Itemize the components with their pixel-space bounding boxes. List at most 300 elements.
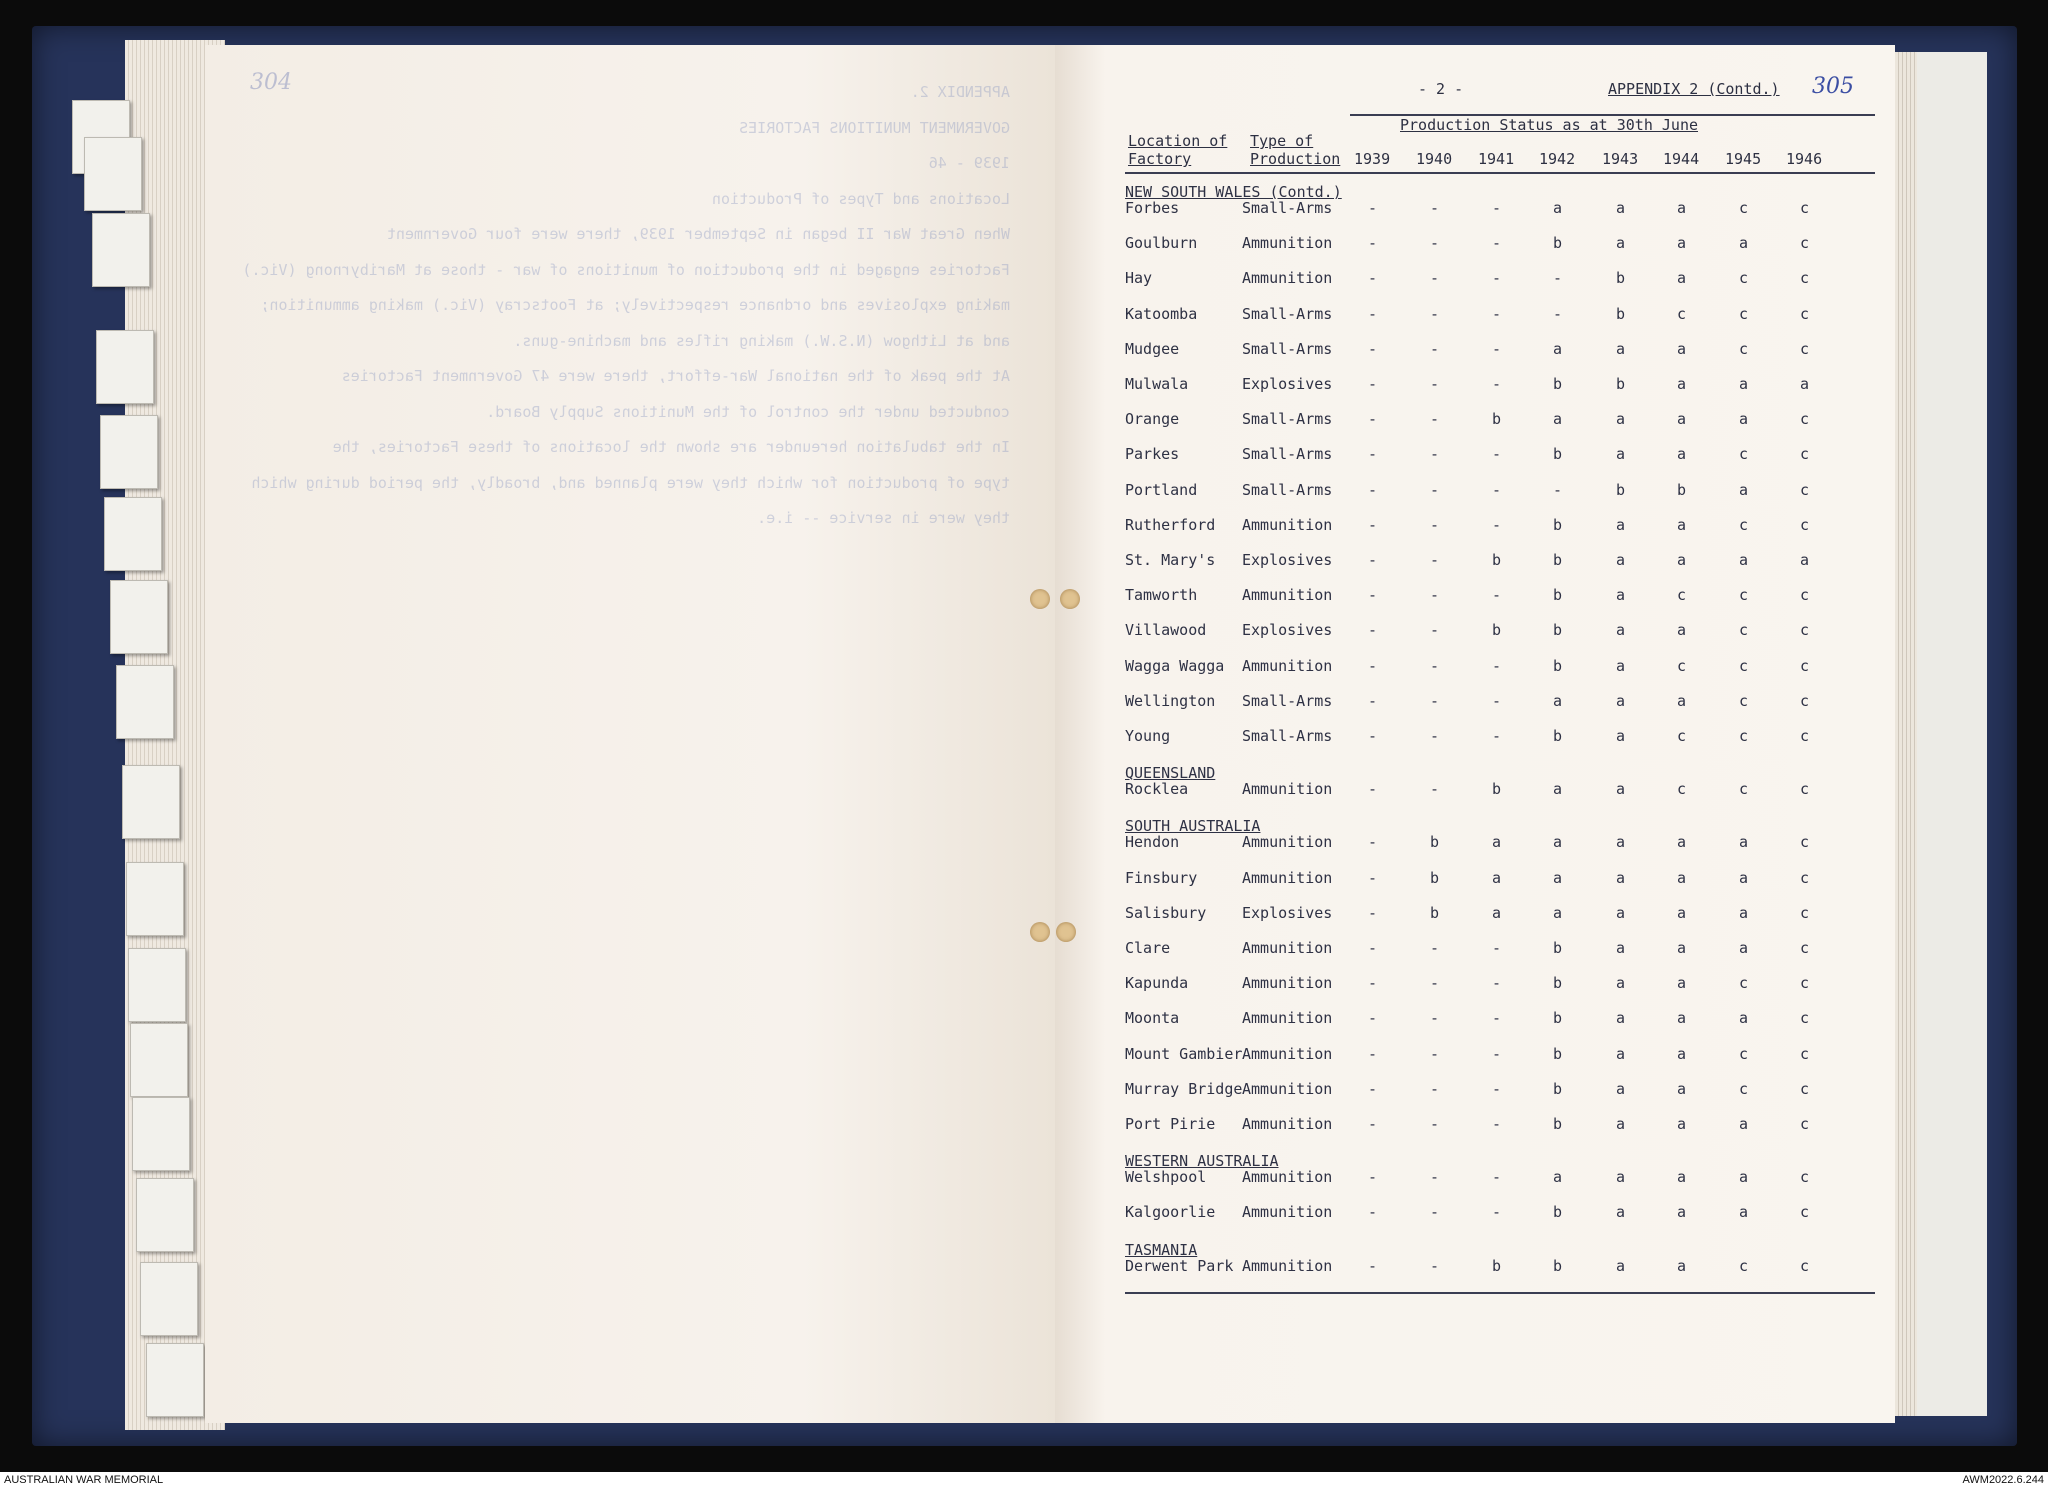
table-row bbox=[1125, 904, 1845, 934]
production-type: Small-Arms bbox=[1242, 410, 1333, 429]
status-cell: c bbox=[1800, 234, 1810, 253]
status-cell: b bbox=[1430, 833, 1440, 852]
status-cell: c bbox=[1800, 304, 1810, 323]
status-cell: - bbox=[1368, 1115, 1378, 1133]
status-cell: b bbox=[1553, 974, 1563, 993]
status-cell: a bbox=[1553, 833, 1563, 852]
status-cell: - bbox=[1368, 1044, 1378, 1063]
binding-hole bbox=[1030, 589, 1050, 609]
index-tab bbox=[130, 1023, 188, 1097]
status-cell: - bbox=[1492, 199, 1502, 217]
status-cell: - bbox=[1430, 974, 1440, 993]
status-cell: a bbox=[1677, 269, 1687, 288]
table-row bbox=[1125, 199, 1845, 229]
status-cell: - bbox=[1368, 974, 1378, 993]
status-cell: b bbox=[1553, 621, 1563, 640]
production-type: Ammunition bbox=[1242, 1115, 1333, 1133]
appendix-label: APPENDIX 2 (Contd.) bbox=[1608, 80, 1780, 98]
status-cell: c bbox=[1800, 586, 1810, 605]
status-cell: - bbox=[1553, 480, 1563, 499]
binding-hole bbox=[1060, 589, 1080, 609]
status-cell: b bbox=[1553, 551, 1563, 569]
status-cell: - bbox=[1368, 1079, 1378, 1098]
status-cell: c bbox=[1677, 727, 1687, 745]
status-cell: c bbox=[1800, 1044, 1810, 1063]
year-header: 1940 bbox=[1416, 150, 1453, 168]
production-type: Ammunition bbox=[1242, 1044, 1333, 1063]
factory-location: St. Mary's bbox=[1125, 551, 1216, 569]
status-cell: - bbox=[1492, 1079, 1502, 1098]
status-cell: - bbox=[1492, 1203, 1502, 1222]
production-type: Ammunition bbox=[1242, 269, 1333, 288]
status-cell: - bbox=[1368, 234, 1378, 253]
table-row bbox=[1125, 974, 1845, 1004]
factory-location: Port Pirie bbox=[1125, 1115, 1216, 1133]
table-row bbox=[1125, 340, 1845, 370]
status-cell: a bbox=[1616, 1009, 1626, 1028]
status-cell: c bbox=[1800, 339, 1810, 358]
factory-location: Rutherford bbox=[1125, 515, 1216, 534]
status-cell: - bbox=[1492, 234, 1502, 253]
status-cell: c bbox=[1800, 1079, 1810, 1098]
table-row bbox=[1125, 657, 1845, 687]
status-cell: - bbox=[1368, 199, 1378, 217]
status-cell: a bbox=[1616, 691, 1626, 710]
region-heading: WESTERN AUSTRALIA bbox=[1125, 1152, 1279, 1171]
factory-location: Portland bbox=[1125, 480, 1198, 499]
status-cell: a bbox=[1553, 780, 1563, 799]
table-row bbox=[1125, 586, 1845, 616]
factory-location: Parkes bbox=[1125, 445, 1180, 464]
status-cell: b bbox=[1553, 1044, 1563, 1063]
region-heading: SOUTH AUSTRALIA bbox=[1125, 817, 1261, 836]
binding-hole bbox=[1056, 922, 1076, 942]
flyleaf bbox=[1917, 52, 1987, 1416]
showthrough-line: they were in service -- i.e. bbox=[757, 509, 1010, 527]
status-cell: a bbox=[1616, 868, 1626, 887]
status-cell: - bbox=[1430, 586, 1440, 605]
status-cell: - bbox=[1492, 939, 1502, 957]
status-cell: - bbox=[1430, 656, 1440, 675]
index-tab bbox=[84, 137, 142, 211]
status-cell: c bbox=[1800, 656, 1810, 675]
factory-location: Salisbury bbox=[1125, 903, 1207, 922]
status-cell: a bbox=[1739, 1203, 1749, 1222]
status-cell: c bbox=[1800, 1115, 1810, 1133]
index-tab bbox=[110, 580, 168, 654]
status-cell: a bbox=[1616, 780, 1626, 799]
showthrough-line: Locations and Types of Production bbox=[711, 189, 1010, 208]
status-cell: b bbox=[1553, 234, 1563, 253]
status-cell: c bbox=[1739, 199, 1749, 217]
status-cell: a bbox=[1553, 1168, 1563, 1187]
factory-location: Wagga Wagga bbox=[1125, 656, 1225, 675]
production-type: Ammunition bbox=[1242, 974, 1333, 993]
status-cell: c bbox=[1800, 1256, 1810, 1275]
status-cell: a bbox=[1553, 691, 1563, 710]
region-heading: QUEENSLAND bbox=[1125, 764, 1216, 783]
status-cell: a bbox=[1616, 1256, 1626, 1275]
status-cell: a bbox=[1492, 868, 1502, 887]
table-row bbox=[1125, 516, 1845, 546]
status-cell: - bbox=[1492, 515, 1502, 534]
status-cell: - bbox=[1430, 691, 1440, 710]
status-cell: b bbox=[1492, 780, 1502, 799]
status-heading: Production Status as at 30th June bbox=[1400, 116, 1699, 134]
status-cell: - bbox=[1430, 269, 1440, 288]
factory-location: Tamworth bbox=[1125, 586, 1198, 605]
status-cell: b bbox=[1553, 727, 1563, 745]
factory-location: Katoomba bbox=[1125, 304, 1198, 323]
production-type: Explosives bbox=[1242, 621, 1333, 640]
production-type: Small-Arms bbox=[1242, 339, 1333, 358]
status-cell: a bbox=[1616, 339, 1626, 358]
status-cell: b bbox=[1492, 551, 1502, 569]
status-cell: - bbox=[1368, 691, 1378, 710]
status-cell: - bbox=[1492, 586, 1502, 605]
status-cell: a bbox=[1677, 1168, 1687, 1187]
status-cell: a bbox=[1553, 199, 1563, 217]
showthrough-line: 1939 - 46 bbox=[928, 154, 1010, 172]
table-row bbox=[1125, 869, 1845, 899]
status-cell: - bbox=[1430, 939, 1440, 957]
status-cell: - bbox=[1368, 780, 1378, 799]
production-type: Explosives bbox=[1242, 375, 1333, 393]
production-type: Explosives bbox=[1242, 551, 1333, 569]
status-cell: a bbox=[1616, 727, 1626, 745]
status-cell: b bbox=[1553, 1203, 1563, 1222]
production-type: Ammunition bbox=[1242, 868, 1333, 887]
status-cell: a bbox=[1677, 339, 1687, 358]
status-cell: a bbox=[1739, 1168, 1749, 1187]
production-type: Ammunition bbox=[1242, 515, 1333, 534]
status-cell: - bbox=[1368, 656, 1378, 675]
status-cell: a bbox=[1739, 410, 1749, 429]
status-cell: a bbox=[1739, 868, 1749, 887]
factory-location: Kapunda bbox=[1125, 974, 1189, 993]
status-cell: c bbox=[1800, 903, 1810, 922]
showthrough-line: APPENDIX 2. bbox=[910, 83, 1010, 101]
index-tab bbox=[128, 948, 186, 1022]
status-cell: a bbox=[1739, 375, 1749, 393]
status-cell: a bbox=[1677, 868, 1687, 887]
production-type: Small-Arms bbox=[1242, 199, 1333, 217]
status-cell: b bbox=[1553, 1256, 1563, 1275]
production-type: Ammunition bbox=[1242, 833, 1333, 852]
status-cell: - bbox=[1368, 375, 1378, 393]
status-cell: - bbox=[1430, 780, 1440, 799]
status-cell: c bbox=[1800, 727, 1810, 745]
status-cell: c bbox=[1800, 780, 1810, 799]
region-heading: NEW SOUTH WALES (Contd.) bbox=[1125, 183, 1342, 201]
status-cell: c bbox=[1677, 656, 1687, 675]
right-folio-handwritten: 305 bbox=[1812, 74, 1854, 99]
factory-location: Mudgee bbox=[1125, 339, 1180, 358]
status-cell: - bbox=[1492, 304, 1502, 323]
index-tab bbox=[92, 213, 150, 287]
index-tab bbox=[100, 415, 158, 489]
status-cell: c bbox=[1800, 445, 1810, 464]
production-type: Ammunition bbox=[1242, 1256, 1333, 1275]
production-type: Ammunition bbox=[1242, 656, 1333, 675]
status-cell: - bbox=[1553, 304, 1563, 323]
index-tab bbox=[126, 862, 184, 936]
status-cell: - bbox=[1430, 304, 1440, 323]
status-cell: c bbox=[1739, 1256, 1749, 1275]
status-cell: a bbox=[1677, 551, 1687, 569]
production-type: Small-Arms bbox=[1242, 727, 1333, 745]
status-cell: a bbox=[1616, 445, 1626, 464]
status-cell: - bbox=[1492, 691, 1502, 710]
production-type: Small-Arms bbox=[1242, 691, 1333, 710]
page-number: - 2 - bbox=[1418, 80, 1464, 98]
production-type: Ammunition bbox=[1242, 780, 1333, 799]
showthrough-line: Factories engaged in the production of munitions of war - those at Maribyrnong (Vic.) bbox=[242, 260, 1010, 279]
factory-location: Rocklea bbox=[1125, 780, 1189, 799]
col-type-header: Type of Production bbox=[1250, 132, 1341, 168]
factory-location: Mount Gambier bbox=[1125, 1044, 1243, 1063]
status-cell: - bbox=[1368, 515, 1378, 534]
status-cell: b bbox=[1492, 410, 1502, 429]
factory-location: Finsbury bbox=[1125, 868, 1198, 887]
status-cell: - bbox=[1553, 269, 1563, 288]
table-row bbox=[1125, 833, 1845, 863]
status-cell: - bbox=[1492, 269, 1502, 288]
table-row bbox=[1125, 727, 1845, 757]
status-cell: a bbox=[1677, 1203, 1687, 1222]
index-tab bbox=[140, 1262, 198, 1336]
status-cell: - bbox=[1368, 269, 1378, 288]
production-type: Ammunition bbox=[1242, 1203, 1333, 1222]
factory-location: Villawood bbox=[1125, 621, 1207, 640]
status-cell: a bbox=[1677, 1079, 1687, 1098]
status-cell: c bbox=[1739, 1079, 1749, 1098]
factory-location: Hay bbox=[1125, 269, 1153, 288]
status-cell: b bbox=[1553, 939, 1563, 957]
factory-location: Orange bbox=[1125, 410, 1180, 429]
table-row bbox=[1125, 1080, 1845, 1110]
production-type: Ammunition bbox=[1242, 939, 1333, 957]
status-cell: b bbox=[1616, 480, 1626, 499]
production-type: Small-Arms bbox=[1242, 304, 1333, 323]
status-cell: - bbox=[1492, 974, 1502, 993]
status-cell: - bbox=[1492, 339, 1502, 358]
table-row bbox=[1125, 1045, 1845, 1075]
status-cell: a bbox=[1739, 903, 1749, 922]
year-header: 1946 bbox=[1786, 150, 1823, 168]
table-row bbox=[1125, 692, 1845, 722]
status-cell: a bbox=[1616, 1203, 1626, 1222]
status-cell: - bbox=[1492, 480, 1502, 499]
status-cell: - bbox=[1368, 903, 1378, 922]
table-row bbox=[1125, 410, 1845, 440]
table-row bbox=[1125, 1168, 1845, 1198]
status-cell: - bbox=[1492, 1009, 1502, 1028]
status-cell: - bbox=[1430, 1044, 1440, 1063]
status-cell: - bbox=[1368, 1256, 1378, 1275]
status-cell: a bbox=[1739, 1115, 1749, 1133]
status-cell: - bbox=[1430, 339, 1440, 358]
production-type: Small-Arms bbox=[1242, 445, 1333, 464]
status-cell: a bbox=[1616, 621, 1626, 640]
factory-location: Derwent Park bbox=[1125, 1256, 1234, 1275]
status-cell: a bbox=[1677, 410, 1687, 429]
status-cell: a bbox=[1677, 515, 1687, 534]
status-cell: - bbox=[1492, 656, 1502, 675]
status-cell: c bbox=[1739, 974, 1749, 993]
status-cell: a bbox=[1677, 234, 1687, 253]
status-cell: a bbox=[1616, 1079, 1626, 1098]
showthrough-line: When Great War II began in September 1939, there were four Government bbox=[386, 225, 1010, 243]
status-cell: c bbox=[1800, 974, 1810, 993]
status-cell: a bbox=[1739, 939, 1749, 957]
index-tab bbox=[136, 1178, 194, 1252]
status-cell: - bbox=[1430, 480, 1440, 499]
header-rule bbox=[1125, 172, 1875, 174]
status-cell: c bbox=[1800, 691, 1810, 710]
showthrough-line: At the peak of the national War-effort, there were 47 Government Factories bbox=[341, 367, 1010, 385]
status-cell: c bbox=[1677, 586, 1687, 605]
status-cell: b bbox=[1553, 1009, 1563, 1028]
status-cell: c bbox=[1739, 586, 1749, 605]
status-cell: a bbox=[1739, 480, 1749, 499]
status-cell: - bbox=[1492, 375, 1502, 393]
status-cell: a bbox=[1677, 939, 1687, 957]
status-cell: c bbox=[1739, 445, 1749, 464]
status-cell: b bbox=[1553, 375, 1563, 393]
status-cell: - bbox=[1430, 1115, 1440, 1133]
table-row bbox=[1125, 1009, 1845, 1039]
status-cell: a bbox=[1616, 1168, 1626, 1187]
showthrough-line: and at Lithgow (N.S.W.) making rifles and machine-guns. bbox=[513, 331, 1010, 350]
table-row bbox=[1125, 1203, 1845, 1233]
table-row bbox=[1125, 234, 1845, 264]
status-cell: a bbox=[1677, 1009, 1687, 1028]
footer-credit: AUSTRALIAN WAR MEMORIAL bbox=[4, 1474, 164, 1486]
status-cell: a bbox=[1616, 515, 1626, 534]
factory-location: Wellington bbox=[1125, 691, 1216, 710]
index-tab bbox=[104, 497, 162, 571]
status-cell: a bbox=[1739, 234, 1749, 253]
page-stack-right bbox=[1895, 52, 1917, 1416]
status-cell: a bbox=[1616, 903, 1626, 922]
status-cell: a bbox=[1616, 974, 1626, 993]
status-cell: c bbox=[1800, 515, 1810, 534]
table-row bbox=[1125, 1115, 1845, 1145]
year-header: 1944 bbox=[1663, 150, 1700, 168]
production-type: Explosives bbox=[1242, 903, 1333, 922]
region-heading: TASMANIA bbox=[1125, 1240, 1198, 1259]
status-cell: b bbox=[1553, 1079, 1563, 1098]
factory-location: Young bbox=[1125, 727, 1171, 745]
status-cell: b bbox=[1492, 1256, 1502, 1275]
status-cell: c bbox=[1800, 480, 1810, 499]
status-cell: c bbox=[1677, 304, 1687, 323]
factory-location: Kalgoorlie bbox=[1125, 1203, 1216, 1222]
status-cell: c bbox=[1739, 269, 1749, 288]
status-cell: a bbox=[1677, 974, 1687, 993]
production-type: Ammunition bbox=[1242, 1009, 1333, 1028]
status-cell: - bbox=[1430, 375, 1440, 393]
status-cell: a bbox=[1616, 1044, 1626, 1063]
showthrough-line: type of production for which they were planned and, broadly, the period during which bbox=[251, 473, 1010, 492]
factory-location: Moonta bbox=[1125, 1009, 1180, 1028]
status-cell: - bbox=[1368, 410, 1378, 429]
status-cell: - bbox=[1430, 621, 1440, 640]
status-cell: c bbox=[1800, 939, 1810, 957]
status-cell: b bbox=[1616, 269, 1626, 288]
status-cell: a bbox=[1553, 410, 1563, 429]
status-cell: b bbox=[1430, 868, 1440, 887]
status-cell: - bbox=[1430, 1168, 1440, 1187]
status-cell: - bbox=[1368, 727, 1378, 745]
status-cell: - bbox=[1368, 1203, 1378, 1222]
status-cell: c bbox=[1800, 1009, 1810, 1028]
year-header: 1942 bbox=[1539, 150, 1576, 168]
status-cell: - bbox=[1430, 1009, 1440, 1028]
col-location-header: Location of Factory bbox=[1128, 132, 1228, 168]
status-cell: b bbox=[1553, 515, 1563, 534]
status-cell: - bbox=[1368, 868, 1378, 887]
status-cell: a bbox=[1553, 903, 1563, 922]
factory-location: Welshpool bbox=[1125, 1168, 1207, 1187]
status-cell: b bbox=[1553, 586, 1563, 605]
status-cell: c bbox=[1739, 691, 1749, 710]
footer-accession: AWM2022.6.244 bbox=[1962, 1474, 2044, 1486]
year-header: 1943 bbox=[1602, 150, 1639, 168]
status-cell: b bbox=[1430, 903, 1440, 922]
status-cell: a bbox=[1616, 234, 1626, 253]
table-row bbox=[1125, 621, 1845, 651]
showthrough-line: GOVERNMENT MUNITIONS FACTORIES bbox=[739, 118, 1010, 137]
status-cell: - bbox=[1430, 1256, 1440, 1275]
status-cell: - bbox=[1492, 1044, 1502, 1063]
status-cell: a bbox=[1616, 410, 1626, 429]
status-cell: - bbox=[1492, 1168, 1502, 1187]
production-type: Ammunition bbox=[1242, 234, 1333, 253]
status-cell: b bbox=[1677, 480, 1687, 499]
table-row bbox=[1125, 939, 1845, 969]
status-cell: c bbox=[1800, 410, 1810, 429]
production-type: Ammunition bbox=[1242, 1168, 1333, 1187]
status-cell: - bbox=[1368, 586, 1378, 605]
status-cell: c bbox=[1677, 780, 1687, 799]
status-cell: a bbox=[1800, 551, 1810, 569]
table-row bbox=[1125, 305, 1845, 335]
status-cell: - bbox=[1430, 727, 1440, 745]
status-cell: b bbox=[1553, 445, 1563, 464]
status-cell: - bbox=[1368, 339, 1378, 358]
table-row bbox=[1125, 481, 1845, 511]
status-cell: a bbox=[1800, 375, 1810, 393]
status-cell: - bbox=[1492, 1115, 1502, 1133]
status-cell: - bbox=[1430, 1079, 1440, 1098]
table-bottom-rule bbox=[1125, 1292, 1875, 1294]
year-header: 1939 bbox=[1354, 150, 1391, 168]
showthrough-line: making explosives and ordnance respectively; at Footscray (Vic.) making ammunition; bbox=[260, 296, 1010, 314]
status-cell: b bbox=[1553, 1115, 1563, 1133]
status-cell: a bbox=[1616, 1115, 1626, 1133]
index-tab bbox=[116, 665, 174, 739]
binding-hole bbox=[1030, 922, 1050, 942]
status-cell: c bbox=[1739, 780, 1749, 799]
index-tab bbox=[146, 1343, 204, 1417]
factory-location: Mulwala bbox=[1125, 375, 1189, 393]
status-cell: a bbox=[1616, 939, 1626, 957]
status-cell: - bbox=[1368, 1009, 1378, 1028]
table-row bbox=[1125, 780, 1845, 810]
status-cell: c bbox=[1739, 304, 1749, 323]
